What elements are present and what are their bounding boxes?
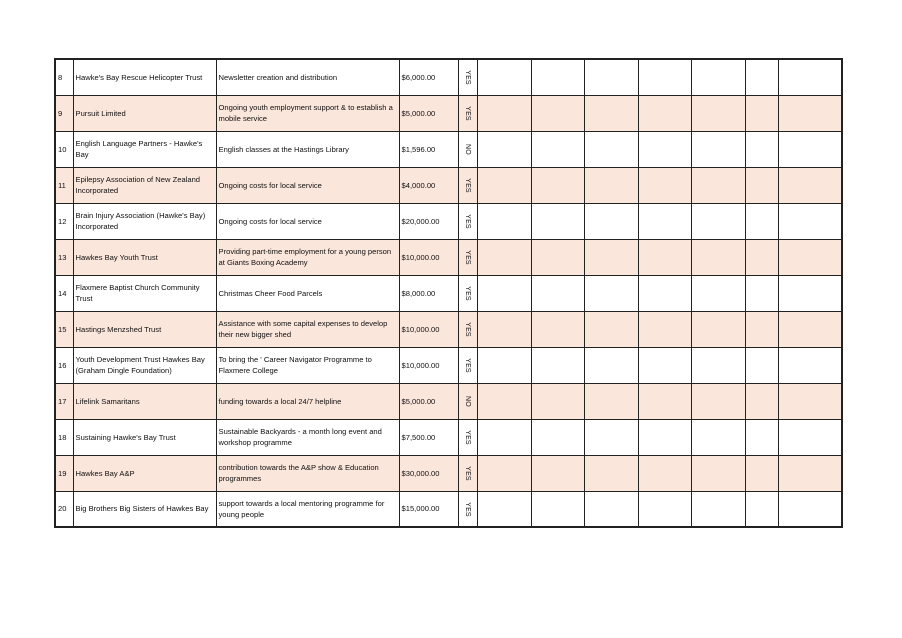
blank-cell-6 [745, 239, 778, 275]
amount-cell: $5,000.00 [399, 95, 458, 131]
organisation-cell: English Language Partners - Hawke's Bay [73, 131, 216, 167]
organisation-cell: Flaxmere Baptist Church Community Trust [73, 275, 216, 311]
organisation-cell: Sustaining Hawke's Bay Trust [73, 419, 216, 455]
blank-cell-7 [778, 239, 842, 275]
row-number-cell: 17 [55, 383, 73, 419]
blank-cell-4 [638, 419, 691, 455]
blank-cell-1 [477, 131, 531, 167]
decision-cell [458, 311, 477, 347]
row-number-cell: 9 [55, 95, 73, 131]
blank-cell-1 [477, 59, 531, 95]
table-row [55, 491, 842, 527]
decision-label: YES [463, 70, 471, 86]
blank-cell-6 [745, 275, 778, 311]
blank-cell-1 [477, 419, 531, 455]
blank-cell-7 [778, 275, 842, 311]
organisation-cell: Big Brothers Big Sisters of Hawkes Bay [73, 491, 216, 527]
blank-cell-7 [778, 203, 842, 239]
decision-label: YES [463, 250, 471, 265]
blank-cell-2 [531, 239, 584, 275]
blank-cell-2 [531, 455, 584, 491]
decision-label: YES [463, 466, 471, 481]
blank-cell-5 [691, 347, 745, 383]
description-cell: funding towards a local 24/7 helpline [216, 383, 399, 419]
blank-cell-4 [638, 59, 691, 95]
blank-cell-3 [584, 167, 638, 203]
decision-cell [458, 383, 477, 419]
decision-label: YES [463, 501, 471, 517]
amount-cell: $15,000.00 [399, 491, 458, 527]
blank-cell-4 [638, 383, 691, 419]
blank-cell-4 [638, 131, 691, 167]
blank-cell-3 [584, 383, 638, 419]
decision-label: YES [463, 322, 471, 337]
blank-cell-1 [477, 491, 531, 527]
blank-cell-7 [778, 491, 842, 527]
blank-cell-2 [531, 491, 584, 527]
table-row [55, 383, 842, 419]
amount-cell: $1,596.00 [399, 131, 458, 167]
blank-cell-4 [638, 455, 691, 491]
amount-cell: $10,000.00 [399, 311, 458, 347]
blank-cell-4 [638, 275, 691, 311]
decision-label: YES [463, 214, 471, 229]
row-number-cell: 13 [55, 239, 73, 275]
row-number-cell: 16 [55, 347, 73, 383]
blank-cell-2 [531, 311, 584, 347]
blank-cell-6 [745, 419, 778, 455]
blank-cell-6 [745, 311, 778, 347]
table-row [55, 275, 842, 311]
description-cell: contribution towards the A&P show & Education programmes [216, 455, 399, 491]
blank-cell-4 [638, 491, 691, 527]
blank-cell-2 [531, 167, 584, 203]
blank-cell-6 [745, 203, 778, 239]
blank-cell-5 [691, 203, 745, 239]
row-number-cell: 20 [55, 491, 73, 527]
blank-cell-6 [745, 347, 778, 383]
table-row [55, 419, 842, 455]
decision-label: YES [463, 430, 471, 445]
table-row [55, 131, 842, 167]
organisation-cell: Hawke's Bay Rescue Helicopter Trust [73, 59, 216, 95]
row-number-cell: 8 [55, 59, 73, 95]
description-cell: Assistance with some capital expenses to develop their new bigger shed [216, 311, 399, 347]
row-number-cell: 18 [55, 419, 73, 455]
table-row [55, 347, 842, 383]
blank-cell-1 [477, 311, 531, 347]
blank-cell-1 [477, 167, 531, 203]
table-row [55, 239, 842, 275]
blank-cell-7 [778, 419, 842, 455]
blank-cell-1 [477, 239, 531, 275]
grant-rows [55, 59, 842, 527]
blank-cell-5 [691, 59, 745, 95]
amount-cell: $7,500.00 [399, 419, 458, 455]
amount-cell: $20,000.00 [399, 203, 458, 239]
organisation-cell: Youth Development Trust Hawkes Bay (Graham Dingle Foundation) [73, 347, 216, 383]
blank-cell-3 [584, 347, 638, 383]
description-cell: Providing part-time employment for a young person at Giants Boxing Academy [216, 239, 399, 275]
table-row [55, 311, 842, 347]
blank-cell-2 [531, 131, 584, 167]
blank-cell-4 [638, 203, 691, 239]
description-cell: English classes at the Hastings Library [216, 131, 399, 167]
decision-cell [458, 131, 477, 167]
blank-cell-6 [745, 455, 778, 491]
row-number-cell: 12 [55, 203, 73, 239]
blank-cell-5 [691, 383, 745, 419]
table-row [55, 455, 842, 491]
decision-cell [458, 275, 477, 311]
amount-cell: $8,000.00 [399, 275, 458, 311]
grants-table [54, 58, 843, 528]
decision-cell [458, 347, 477, 383]
blank-cell-7 [778, 95, 842, 131]
description-cell: Sustainable Backyards - a month long event and workshop programme [216, 419, 399, 455]
table-row [55, 203, 842, 239]
blank-cell-3 [584, 239, 638, 275]
decision-label: YES [463, 286, 471, 301]
blank-cell-3 [584, 491, 638, 527]
amount-cell: $10,000.00 [399, 239, 458, 275]
table-row [55, 95, 842, 131]
blank-cell-5 [691, 491, 745, 527]
decision-cell [458, 239, 477, 275]
decision-label: NO [464, 144, 471, 155]
description-cell: To bring the ' Career Navigator Programme to Flaxmere College [216, 347, 399, 383]
organisation-cell: Hastings Menzshed Trust [73, 311, 216, 347]
decision-cell [458, 491, 477, 527]
table-row [55, 167, 842, 203]
description-cell: Ongoing costs for local service [216, 203, 399, 239]
blank-cell-7 [778, 59, 842, 95]
blank-cell-2 [531, 419, 584, 455]
blank-cell-6 [745, 59, 778, 95]
decision-cell [458, 59, 477, 95]
blank-cell-3 [584, 203, 638, 239]
blank-cell-4 [638, 95, 691, 131]
blank-cell-5 [691, 275, 745, 311]
blank-cell-3 [584, 95, 638, 131]
organisation-cell: Hawkes Bay Youth Trust [73, 239, 216, 275]
blank-cell-6 [745, 491, 778, 527]
blank-cell-4 [638, 239, 691, 275]
blank-cell-1 [477, 455, 531, 491]
blank-cell-6 [745, 131, 778, 167]
decision-label: YES [463, 358, 471, 373]
blank-cell-3 [584, 419, 638, 455]
blank-cell-7 [778, 383, 842, 419]
blank-cell-4 [638, 167, 691, 203]
blank-cell-7 [778, 131, 842, 167]
decision-label: YES [463, 178, 471, 193]
blank-cell-1 [477, 347, 531, 383]
decision-label: YES [463, 106, 471, 121]
blank-cell-6 [745, 95, 778, 131]
decision-label: NO [464, 396, 471, 407]
row-number-cell: 15 [55, 311, 73, 347]
amount-cell: $10,000.00 [399, 347, 458, 383]
description-cell: support towards a local mentoring programme for young people [216, 491, 399, 527]
blank-cell-5 [691, 167, 745, 203]
blank-cell-2 [531, 275, 584, 311]
blank-cell-6 [745, 167, 778, 203]
blank-cell-1 [477, 95, 531, 131]
amount-cell: $4,000.00 [399, 167, 458, 203]
blank-cell-1 [477, 383, 531, 419]
description-cell: Christmas Cheer Food Parcels [216, 275, 399, 311]
row-number-cell: 11 [55, 167, 73, 203]
row-number-cell: 14 [55, 275, 73, 311]
blank-cell-2 [531, 383, 584, 419]
blank-cell-7 [778, 167, 842, 203]
blank-cell-3 [584, 131, 638, 167]
blank-cell-3 [584, 59, 638, 95]
amount-cell: $6,000.00 [399, 59, 458, 95]
blank-cell-2 [531, 95, 584, 131]
decision-cell [458, 455, 477, 491]
blank-cell-5 [691, 455, 745, 491]
blank-cell-3 [584, 455, 638, 491]
amount-cell: $5,000.00 [399, 383, 458, 419]
decision-cell [458, 167, 477, 203]
blank-cell-2 [531, 347, 584, 383]
organisation-cell: Brain Injury Association (Hawke's Bay) Incorporated [73, 203, 216, 239]
blank-cell-5 [691, 239, 745, 275]
organisation-cell: Pursuit Limited [73, 95, 216, 131]
blank-cell-7 [778, 347, 842, 383]
description-cell: Ongoing youth employment support & to establish a mobile service [216, 95, 399, 131]
organisation-cell: Hawkes Bay A&P [73, 455, 216, 491]
decision-cell [458, 203, 477, 239]
decision-cell [458, 419, 477, 455]
blank-cell-5 [691, 419, 745, 455]
blank-cell-4 [638, 347, 691, 383]
decision-cell [458, 95, 477, 131]
blank-cell-5 [691, 131, 745, 167]
blank-cell-2 [531, 59, 584, 95]
blank-cell-4 [638, 311, 691, 347]
organisation-cell: Lifelink Samaritans [73, 383, 216, 419]
blank-cell-2 [531, 203, 584, 239]
organisation-cell: Epilepsy Association of New Zealand Incorporated [73, 167, 216, 203]
table-row [55, 59, 842, 95]
row-number-cell: 19 [55, 455, 73, 491]
description-cell: Newsletter creation and distribution [216, 59, 399, 95]
blank-cell-7 [778, 311, 842, 347]
blank-cell-1 [477, 275, 531, 311]
row-number-cell: 10 [55, 131, 73, 167]
blank-cell-7 [778, 455, 842, 491]
blank-cell-3 [584, 311, 638, 347]
blank-cell-6 [745, 383, 778, 419]
blank-cell-5 [691, 95, 745, 131]
blank-cell-3 [584, 275, 638, 311]
description-cell: Ongoing costs for local service [216, 167, 399, 203]
blank-cell-1 [477, 203, 531, 239]
amount-cell: $30,000.00 [399, 455, 458, 491]
blank-cell-5 [691, 311, 745, 347]
